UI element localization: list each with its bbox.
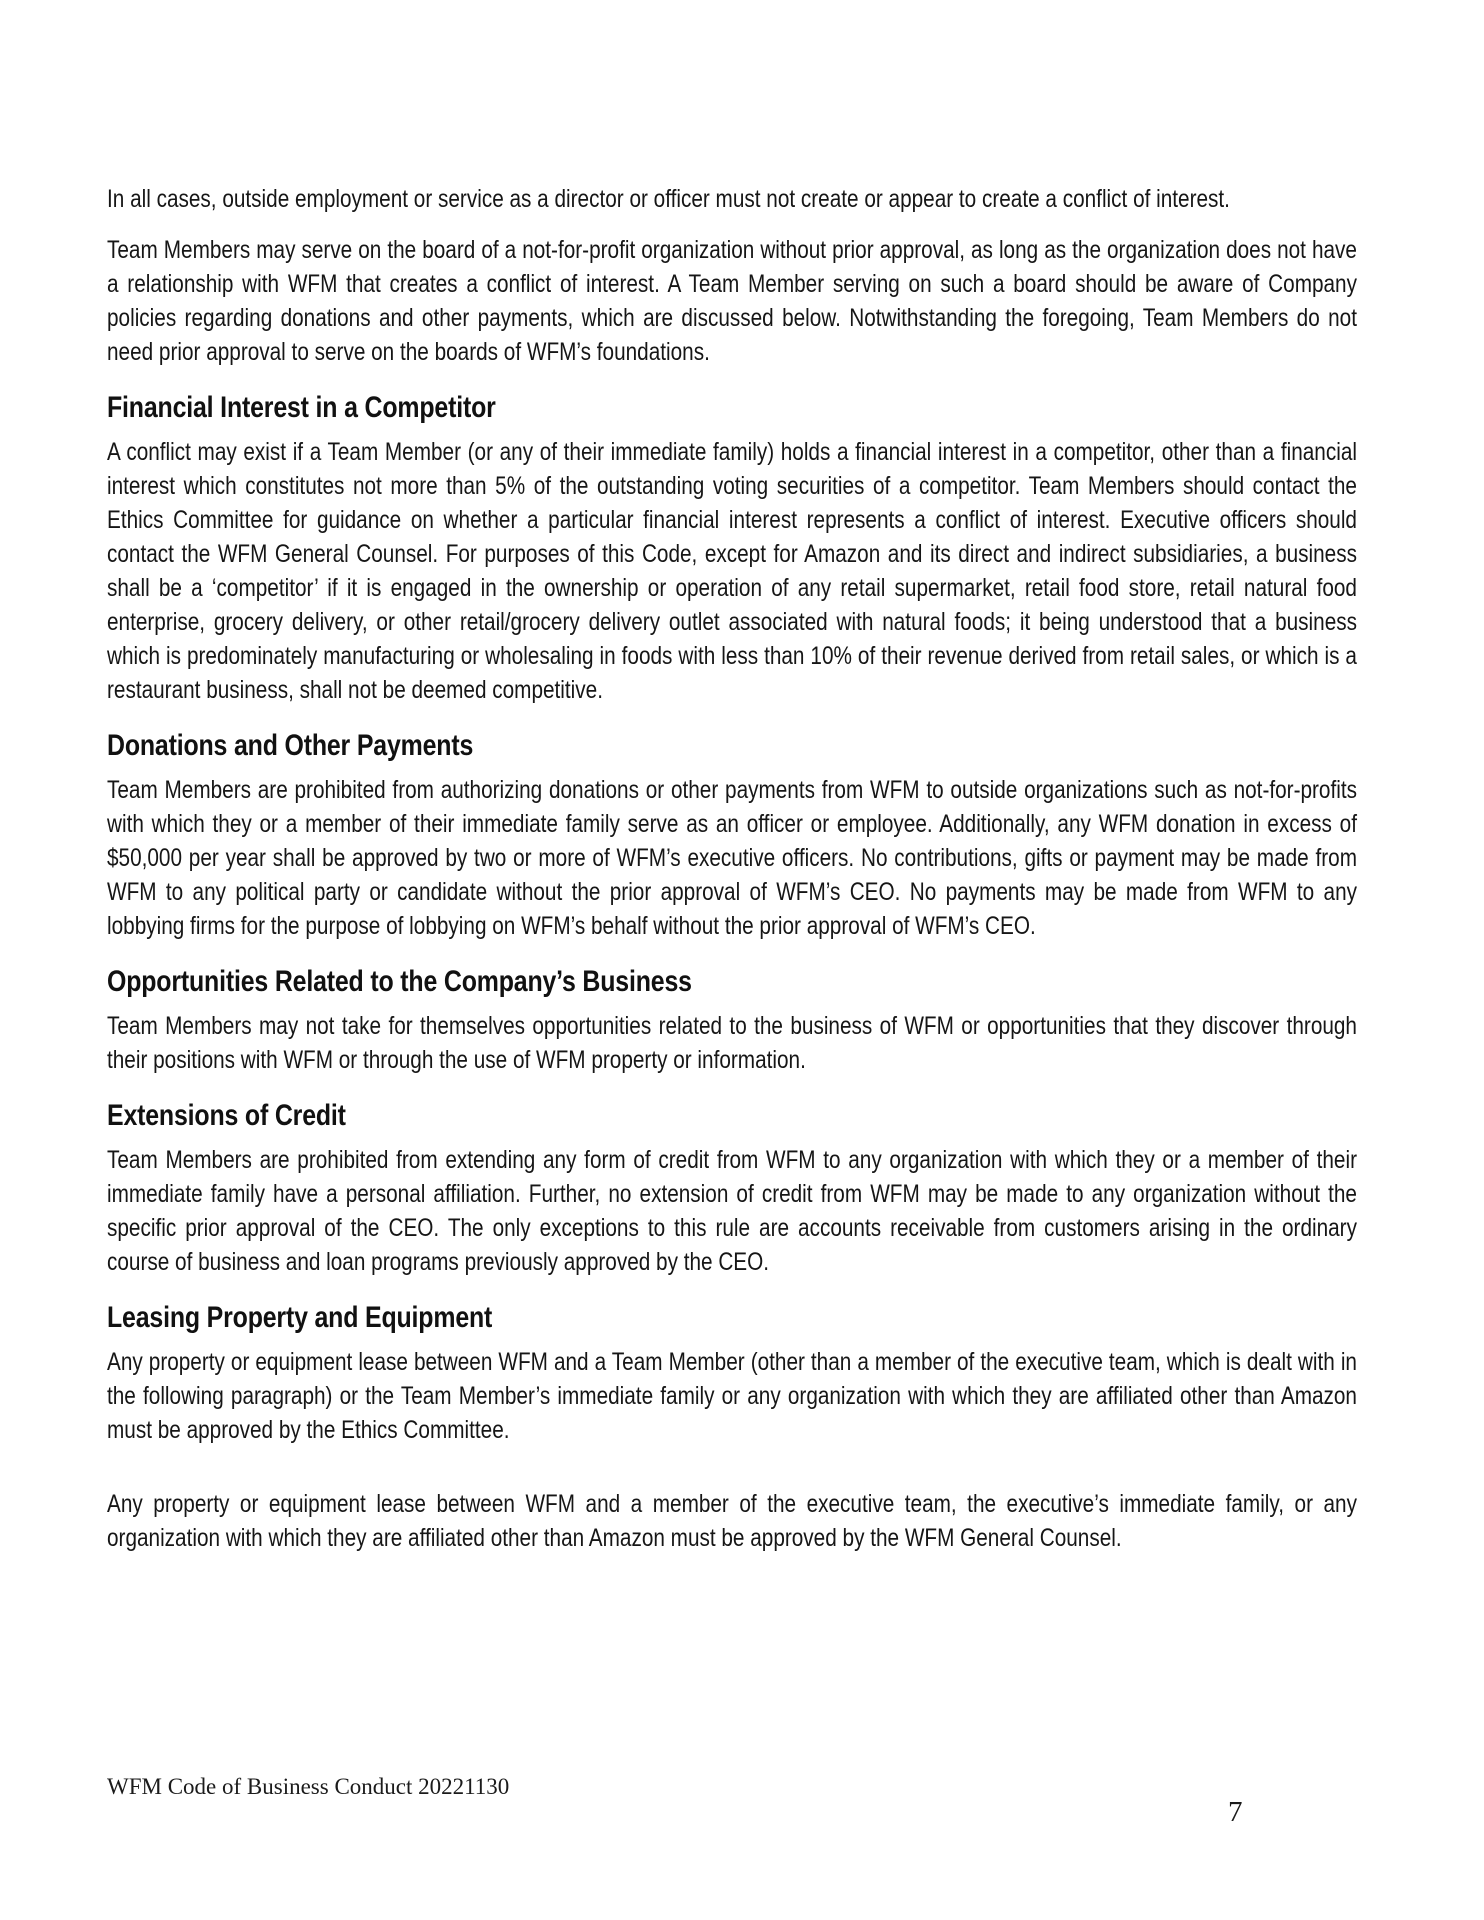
heading-leasing-property-and-equipment: Leasing Property and Equipment (107, 1301, 493, 1334)
footer-page-number: 7 (1228, 1796, 1243, 1828)
paragraph-board-service: Team Members may serve on the board of a not-for-profit organization without prior approval, as long as the organization does not have a relationship with WFM that creates a conflict of interest. A Team Member serving on such a board should be aware of Company policies regarding donations and other payments, which are discussed below. Notwithstanding the foregoing, Team Members do not need prior approval to serve on the boards of WFM’s foundations. (107, 236, 1357, 366)
paragraph-financial-interest: A conflict may exist if a Team Member (or any of their immediate family) holds a financial interest in a competitor, other than a financial interest which constitutes not more than 5% of the outstanding voting securities of a competitor. Team Members should contact the Ethics Committee for guidance on whether a particular financial interest represents a conflict of interest. Executive officers should contact the WFM General Counsel. For purposes of this Code, except for Amazon and its direct and indirect subsidiaries, a business shall be a ‘competitor’ if it is engaged in the ownership or operation of any retail supermarket, retail food store, retail natural food enterprise, grocery delivery, or other retail/grocery delivery outlet associated with natural foods; it being understood that a business which is predominately manufacturing or wholesaling in foods with less than 10% of their revenue derived from retail sales, or which is a restaurant business, shall not be deemed competitive. (107, 438, 1357, 704)
heading-extensions-of-credit: Extensions of Credit (107, 1099, 346, 1132)
footer-document-id: WFM Code of Business Conduct 20221130 (107, 1774, 510, 1799)
document-body (107, 182, 1357, 1572)
heading-opportunities-related-to-company-business: Opportunities Related to the Company’s Business (107, 965, 692, 998)
paragraph-leasing-team-member: Any property or equipment lease between WFM and a Team Member (other than a member of the executive team, which is dealt with in the following paragraph) or the Team Member’s immediate family or any organization with which they are affiliated other than Amazon must be approved by the Ethics Committee. (107, 1348, 1357, 1444)
heading-financial-interest-in-a-competitor: Financial Interest in a Competitor (107, 391, 496, 424)
paragraph-extensions-of-credit: Team Members are prohibited from extending any form of credit from WFM to any organization with which they or a member of their immediate family have a personal affiliation. Further, no extension of credit from WFM may be made to any organization without the specific prior approval of the CEO. The only exceptions to this rule are accounts receivable from customers arising in the ordinary course of business and loan programs previously approved by the CEO. (107, 1146, 1357, 1276)
paragraph-donations: Team Members are prohibited from authorizing donations or other payments from WFM to outside organizations such as not-for-profits with which they or a member of their immediate family serve as an officer or employee. Additionally, any WFM donation in excess of $50,000 per year shall be approved by two or more of WFM’s executive officers. No contributions, gifts or payment may be made from WFM to any political party or candidate without the prior approval of WFM’s CEO. No payments may be made from WFM to any lobbying firms for the purpose of lobbying on WFM’s behalf without the prior approval of WFM’s CEO. (107, 776, 1357, 940)
paragraph-outside-employment: In all cases, outside employment or service as a director or officer must not create or appear to create a conflict of interest. (107, 185, 1230, 213)
paragraph-leasing-executive: Any property or equipment lease between WFM and a member of the executive team, the executive’s immediate family, or any organization with which they are affiliated other than Amazon must be approved by the WFM General Counsel. (107, 1490, 1357, 1552)
heading-donations-and-other-payments: Donations and Other Payments (107, 729, 474, 762)
paragraph-opportunities: Team Members may not take for themselves opportunities related to the business of WFM or opportunities that they discover through their positions with WFM or through the use of WFM property or information. (107, 1012, 1357, 1074)
